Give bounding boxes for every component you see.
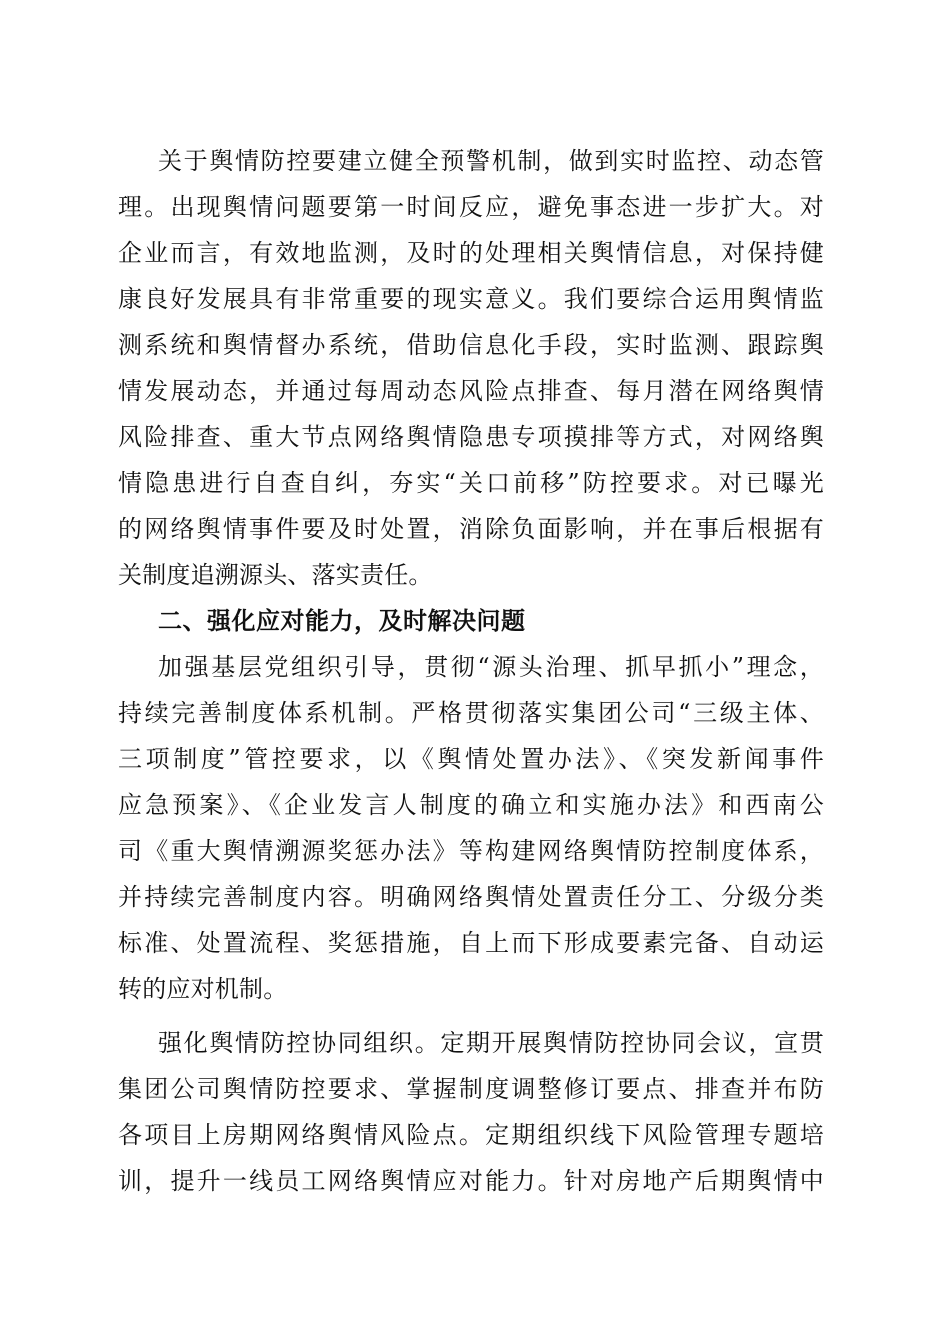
text-line: 三项制度”管控要求，以《舆情处置办法》、《突发新闻事件 — [118, 745, 824, 773]
text-line: 情发展动态，并通过每周动态风险点排查、每月潜在网络舆情 — [118, 377, 824, 405]
text-line: 理。出现舆情问题要第一时间反应，避免事态进一步扩大。对 — [118, 193, 824, 221]
text-line: 企业而言，有效地监测，及时的处理相关舆情信息，对保持健 — [118, 239, 824, 267]
text-line: 加强基层党组织引导，贯彻“源头治理、抓早抓小”理念， — [158, 653, 824, 681]
paragraph-2 — [118, 644, 824, 1012]
text-line: 标准、处置流程、奖惩措施，自上而下形成要素完备、自动运 — [118, 929, 824, 957]
text-line: 强化舆情防控协同组织。定期开展舆情防控协同会议，宣贯 — [158, 1029, 824, 1057]
paragraph-3 — [118, 1020, 824, 1204]
text-line: 集团公司舆情防控要求、掌握制度调整修订要点、排查并布防 — [118, 1075, 824, 1103]
text-line: 持续完善制度体系机制。严格贯彻落实集团公司“三级主体、 — [118, 699, 824, 727]
text-line: 并持续完善制度内容。明确网络舆情处置责任分工、分级分类 — [118, 883, 824, 911]
text-line: 训，提升一线员工网络舆情应对能力。针对房地产后期舆情中 — [118, 1167, 824, 1195]
text-line: 风险排查、重大节点网络舆情隐患专项摸排等方式，对网络舆 — [118, 423, 824, 451]
text-line: 司《重大舆情溯源奖惩办法》等构建网络舆情防控制度体系， — [118, 837, 824, 865]
section-heading: 二、强化应对能力，及时解决问题 — [158, 607, 526, 635]
document-body — [118, 138, 824, 1204]
text-line: 各项目上房期网络舆情风险点。定期组织线下风险管理专题培 — [118, 1121, 824, 1149]
paragraph-1 — [118, 138, 824, 598]
text-line: 应急预案》、《企业发言人制度的确立和实施办法》和西南公 — [118, 791, 824, 819]
text-line: 关于舆情防控要建立健全预警机制，做到实时监控、动态管 — [158, 147, 824, 175]
text-line: 转的应对机制。 — [118, 975, 288, 1003]
text-line: 的网络舆情事件要及时处置，消除负面影响，并在事后根据有 — [118, 515, 824, 543]
text-line: 测系统和舆情督办系统，借助信息化手段，实时监测、跟踪舆 — [118, 331, 824, 359]
paragraph-gap — [118, 1012, 824, 1020]
text-line: 情隐患进行自查自纠，夯实“关口前移”防控要求。对已曝光 — [118, 469, 824, 497]
text-line: 关制度追溯源头、落实责任。 — [118, 561, 433, 589]
text-line: 康良好发展具有非常重要的现实意义。我们要综合运用舆情监 — [118, 285, 824, 313]
